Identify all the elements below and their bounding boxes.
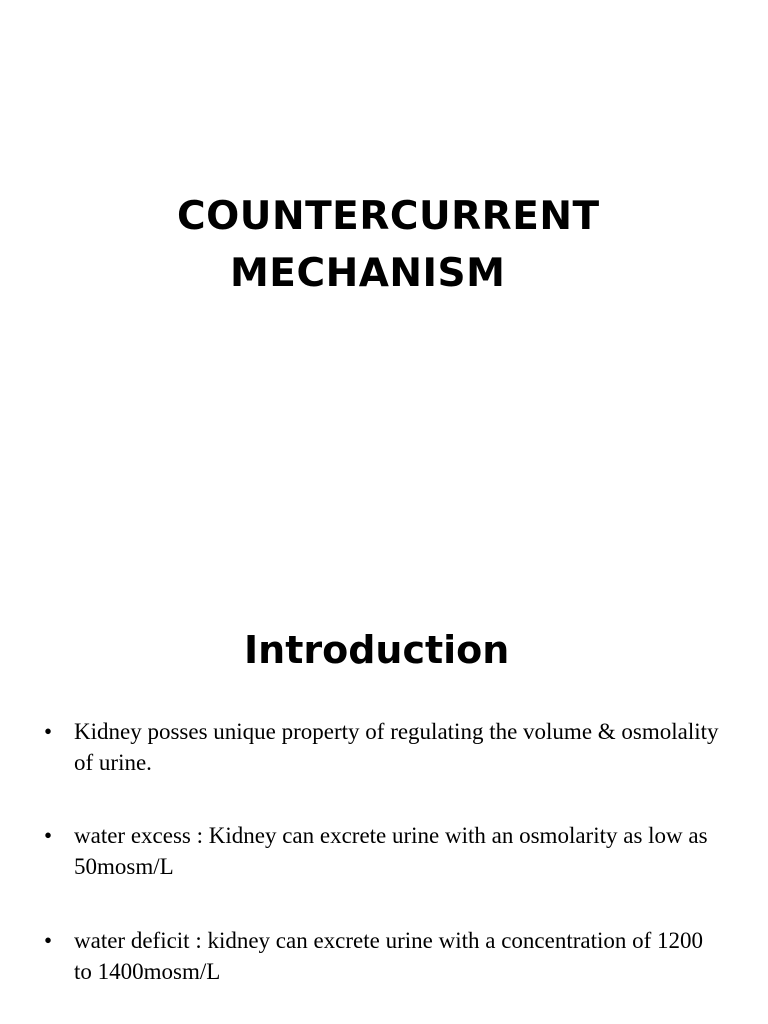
bullet-icon: • [44, 823, 53, 848]
bullet-text: water excess : Kidney can excrete urine with an osmolarity as low as 50mosm/L [74, 823, 708, 879]
introduction-heading: Introduction [244, 628, 510, 672]
slide-title-line-1: COUNTERCURRENT [177, 194, 600, 239]
bullet-text: Kidney posses unique property of regulating the volume & osmolality of urine. [74, 719, 719, 775]
bullet-item [44, 925, 724, 987]
slide-title-line-2: MECHANISM [230, 251, 506, 296]
introduction-slide [0, 576, 768, 1024]
bullet-icon: • [44, 928, 53, 953]
bullet-icon: • [44, 719, 53, 744]
bullet-item [44, 820, 724, 882]
bullet-text: water deficit : kidney can excrete urine with a concentration of 1200 to 1400mosm/L [74, 928, 704, 984]
bullet-item [44, 716, 724, 778]
